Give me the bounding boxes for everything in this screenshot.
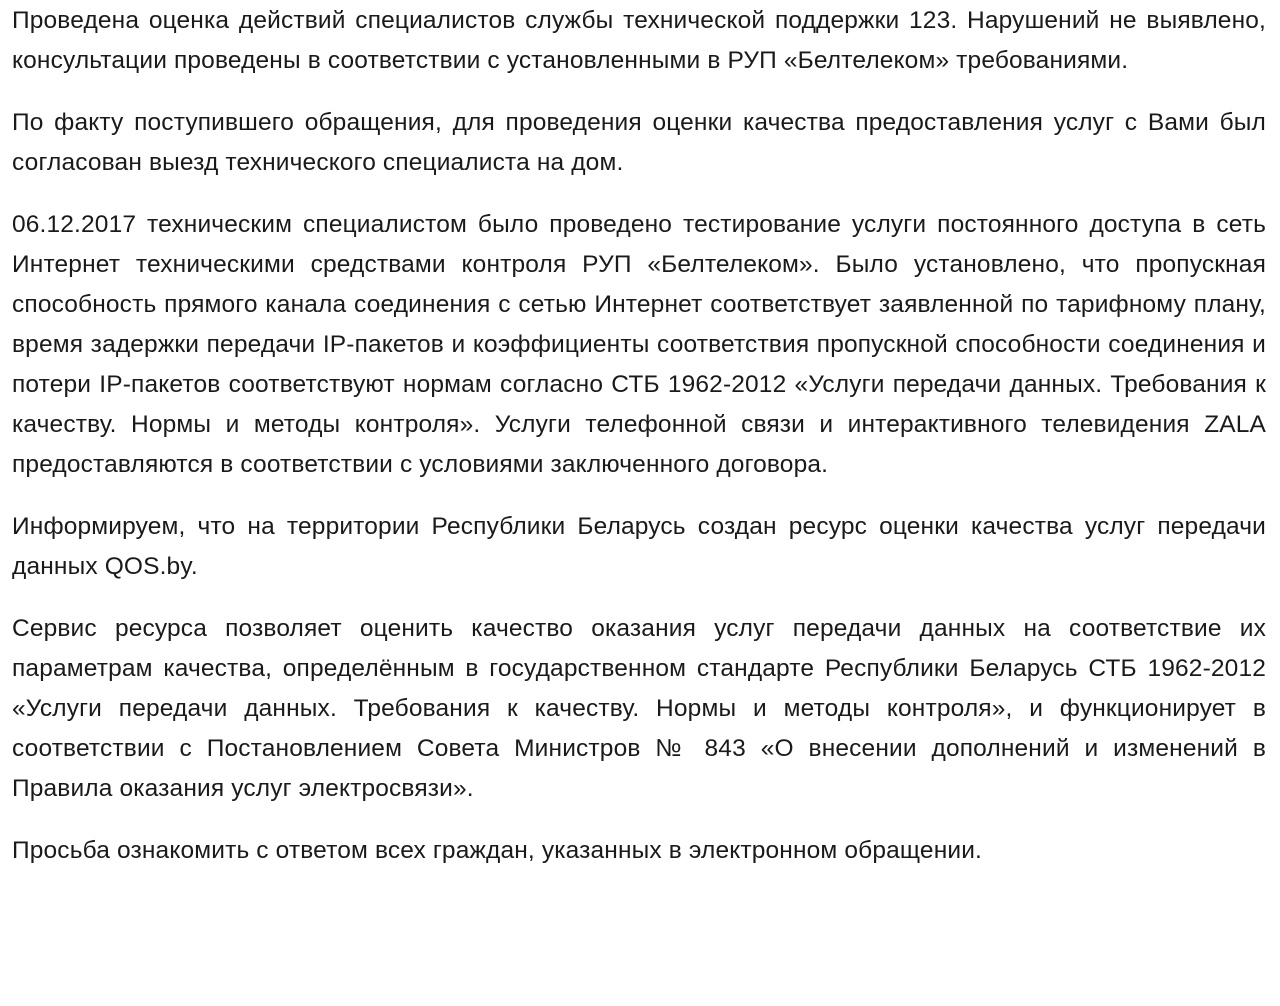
paragraph-technician-visit: По факту поступившего обращения, для проведения оценки качества предоставления услуг с Вами был согласован выезд технического специалиста на дом. <box>12 109 1266 176</box>
paragraph-qos-resource: Информируем, что на территории Республики Беларусь создан ресурс оценки качества услуг передачи данных QOS.by. <box>12 513 1266 580</box>
paragraph-service-description: Сервис ресурса позволяет оценить качество оказания услуг передачи данных на соответствие их параметрам качества, определённым в государственном стандарте Республики Беларусь СТБ 1962-2012 «Услуги передачи данных. Требования к качеству. Нормы и методы контроля», и функционирует в соответствии с Постановлением Совета Министров № 843 «О внесении дополнений и изменений в Правила оказания услуг электросвязи». <box>12 615 1266 802</box>
paragraph-request: Просьба ознакомить с ответом всех граждан, указанных в электронном обращении. <box>12 837 983 864</box>
document-body <box>12 0 1266 871</box>
paragraph-assessment-result: Проведена оценка действий специалистов службы технической поддержки 123. Нарушений не выявлено, консультации проведены в соответствии с установленными в РУП «Белтелеком» требованиями. <box>12 7 1266 74</box>
paragraph-testing-results: 06.12.2017 техническим специалистом было проведено тестирование услуги постоянного доступа в сеть Интернет техническими средствами контроля РУП «Белтелеком». Было установлено, что пропускная способность прямого канала соединения с сетью Интернет соответствует заявленной по тарифному плану, время задержки передачи IP-пакетов и коэффициенты соответствия пропускной способности соединения и потери IP-пакетов соответствуют нормам согласно СТБ 1962-2012 «Услуги передачи данных. Требования к качеству. Нормы и методы контроля». Услуги телефонной связи и интерактивного телевидения ZALA предоставляются в соответствии с условиями заключенного договора. <box>12 211 1266 478</box>
